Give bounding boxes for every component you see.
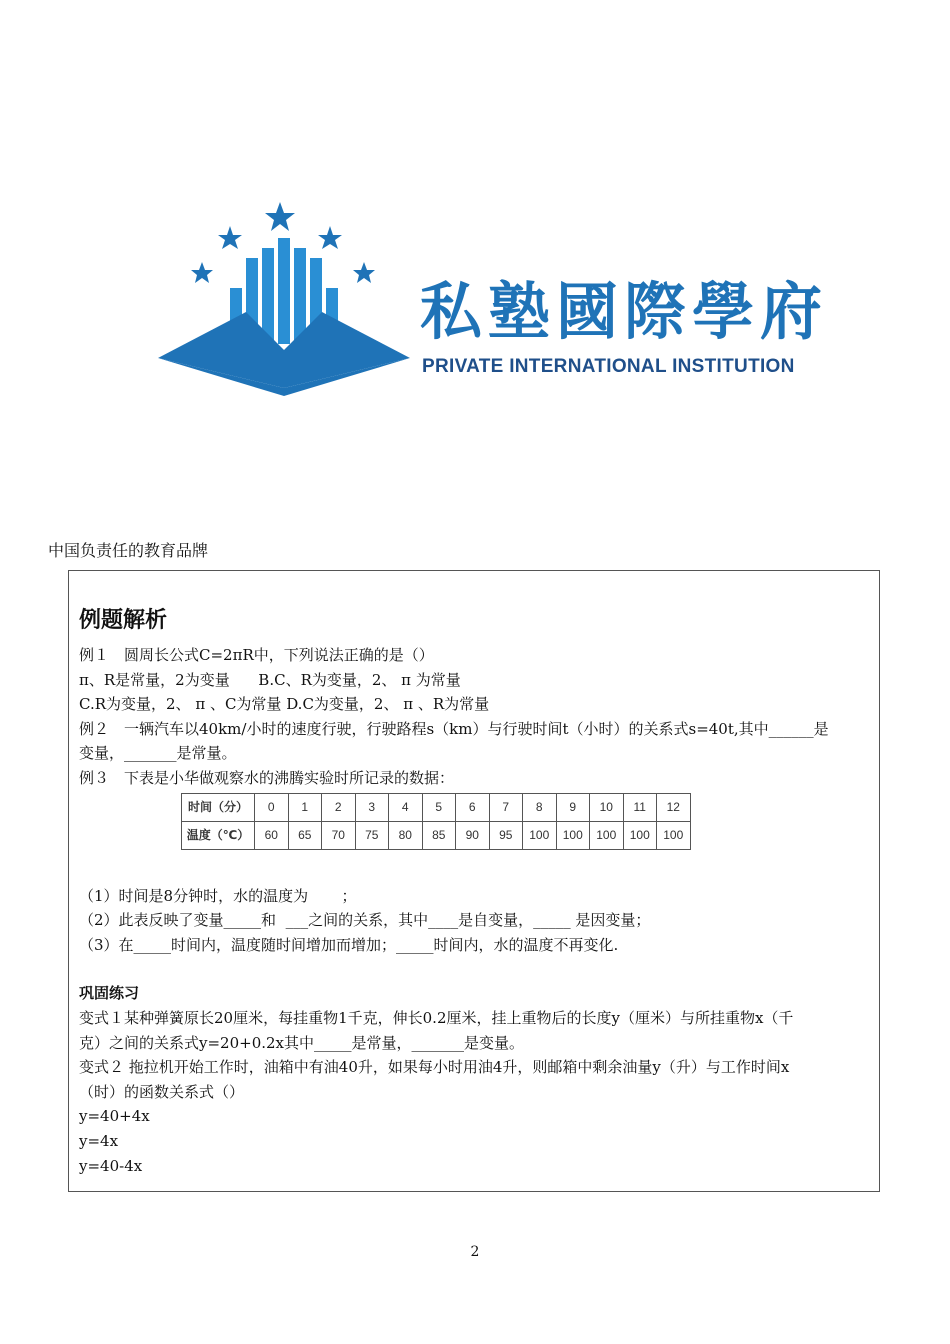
temp-cell: 80 [389,821,423,849]
content-box [68,570,880,1192]
brand-slogan: 中国负责任的教育品牌 [48,541,209,560]
example3-q1: （1）时间是8分钟时，水的温度为 ； [79,886,357,905]
time-cell: 11 [623,793,657,821]
time-cell: 3 [355,793,389,821]
practice-title: 巩固练习 [79,984,140,1003]
variant2-option-1: y=40+4x [79,1107,150,1126]
table-row-time [182,793,691,821]
time-cell: 0 [255,793,289,821]
temp-cell: 85 [422,821,456,849]
temp-cell: 100 [623,821,657,849]
temp-cell: 90 [456,821,490,849]
example1-options-ab: π、R是常量，2为变量 B.C、R为变量，2、 π 为常量 [79,670,461,689]
boiling-data-table [181,793,691,850]
time-cell: 12 [657,793,691,821]
spacer [79,957,873,981]
time-cell: 6 [456,793,490,821]
time-header: 时间（分） [182,793,255,821]
example2-line1: 例２ 一辆汽车以40km/小时的速度行驶，行驶路程s（km）与行驶时间t（小时）的关系式s=40t,其中______是 [79,719,829,738]
logo-emblem [158,200,418,420]
page-number: 2 [470,1244,480,1260]
time-cell: 10 [590,793,624,821]
example1-question: 例１ 圆周长公式C=2πR中，下列说法正确的是（） [79,646,434,664]
variant2-option-2: y=4x [79,1131,119,1150]
variant2-line2: （时）的函数关系式（） [79,1082,245,1101]
time-cell: 4 [389,793,423,821]
section-title: 例题解析 [79,608,168,633]
temp-cell: 65 [288,821,322,849]
time-cell: 8 [523,793,557,821]
example3-q2: （2）此表反映了变量_____和 ___之间的关系，其中____是自变量，_____ 是因变量； [79,911,651,930]
temp-cell: 100 [556,821,590,849]
example1-options-cd: C.R为变量，2、 π 、C为常量 D.C为变量，2、 π 、R为常量 [79,695,490,714]
time-cell: 2 [322,793,356,821]
logo-english-name: PRIVATE INTERNATIONAL INSTITUTION [422,356,795,377]
temp-cell: 95 [489,821,523,849]
time-cell: 5 [422,793,456,821]
variant2-option-3: y=40-4x [79,1156,143,1175]
time-cell: 7 [489,793,523,821]
temp-cell: 100 [657,821,691,849]
example3-intro: 例３ 下表是小华做观察水的沸腾实验时所记录的数据： [79,768,455,787]
example3-q3: （3）在_____时间内，温度随时间增加而增加；_____时间内，水的温度不再变化. [79,935,619,954]
temp-header: 温度（℃） [182,821,255,849]
logo-chinese-name: 私塾國際學府 [420,275,829,348]
time-cell: 1 [288,793,322,821]
time-cell: 9 [556,793,590,821]
temp-cell: 100 [590,821,624,849]
temp-cell: 60 [255,821,289,849]
table-row-temp [182,821,691,849]
temp-cell: 75 [355,821,389,849]
variant2-line1: 变式２ 拖拉机开始工作时，油箱中有油40升，如果每小时用油4升，则邮箱中剩余油量y（升）与工作时间x [79,1058,790,1077]
example2-line2: 变量，_______是常量。 [79,744,237,763]
variant1-line2: 克）之间的关系式y=20+0.2x其中_____是常量，_______是变量。 [79,1033,525,1052]
temp-cell: 100 [523,821,557,849]
temp-cell: 70 [322,821,356,849]
variant1-line1: 变式１某种弹簧原长20厘米，每挂重物1千克，伸长0.2厘米，挂上重物后的长度y（厘米）与所挂重物x（千 [79,1008,794,1027]
